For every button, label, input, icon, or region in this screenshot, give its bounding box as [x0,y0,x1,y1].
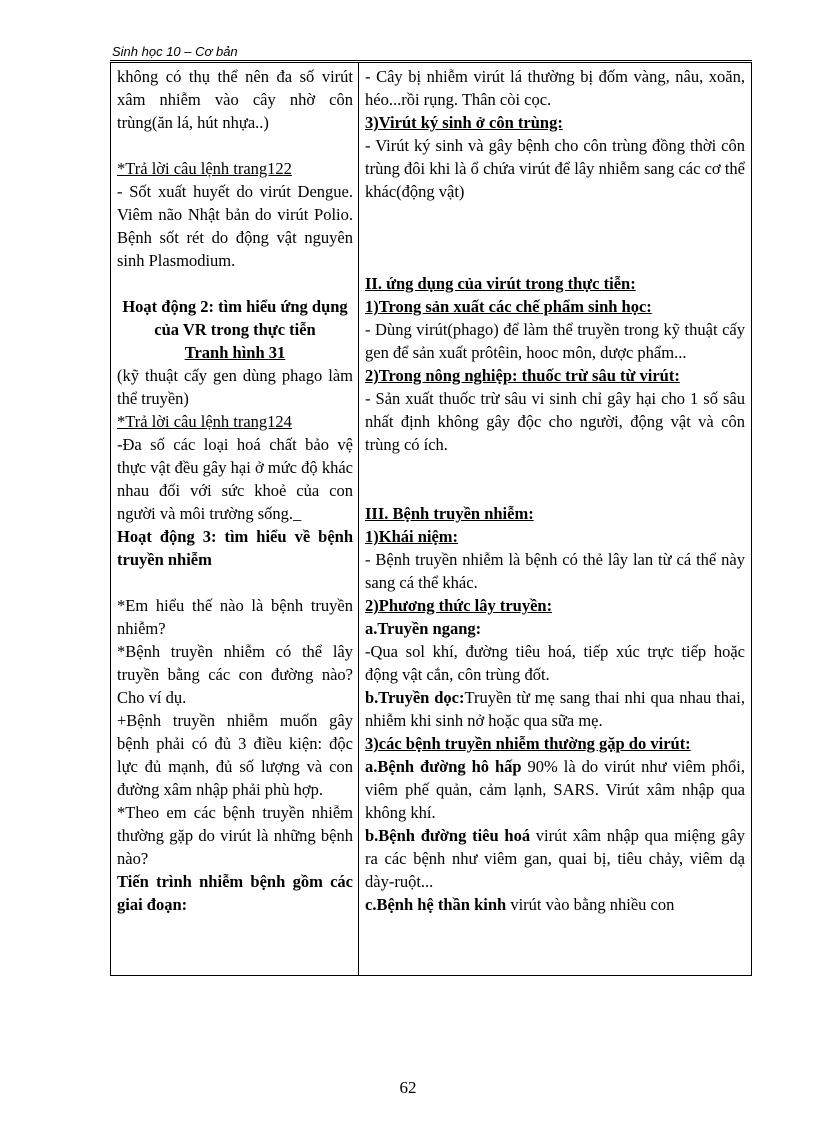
left-text: *Trả lời câu lệnh trang124 [117,412,292,431]
right-text: - Bệnh truyền nhiễm là bệnh có thẻ lây lan từ cá thể này sang cá thể khác. [365,550,745,592]
running-header: Sinh học 10 – Cơ bản [112,44,238,59]
activity-heading: Hoạt động 2: tìm hiểu ứng dụng của VR trong thực tiễn [122,297,348,339]
header-rule [110,60,752,61]
term: a.Bệnh đường hô hấp [365,757,522,776]
left-text: - Sốt xuất huyết do virút Dengue. Viêm não Nhật bản do virút Polio. Bệnh sốt rét do động vật nguyên sinh Plasmodium. [117,182,353,270]
term-text: 90% là do virút như viêm phổi, viêm phế quản, cảm lạnh, SARS. Virút xâm nhập qua không khí. [365,757,745,822]
right-text: - Sản xuất thuốc trừ sâu vi sinh chỉ gây hại cho 1 số sâu nhất định không gây độc cho người, động vật và côn trùng có ích. [365,389,745,454]
left-text: *Theo em các bệnh truyền nhiễm thường gặp do virút là những bệnh nào? [117,803,353,868]
page-number: 62 [399,1078,417,1097]
section-heading: 2)Trong nông nghiệp: thuốc trừ sâu từ virút: [365,366,680,385]
right-text [365,893,745,916]
right-text [365,686,745,732]
right-text: -Qua sol khí, đường tiêu hoá, tiếp xúc trực tiếp hoặc động vật cắn, côn trùng đốt. [365,642,745,684]
left-text: Tiến trình nhiễm bệnh gồm các giai đoạn: [117,872,353,914]
section-heading: III. Bệnh truyền nhiễm: [365,504,534,523]
term: b.Truyền dọc: [365,688,465,707]
left-text: +Bệnh truyền nhiễm muốn gây bệnh phải có đủ 3 điều kiện: độc lực đủ mạnh, đủ số lượng và con đường xâm nhập phải phù hợp. [117,711,353,799]
section-heading: 1)Khái niệm: [365,527,459,546]
left-text: (kỹ thuật cấy gen dùng phago làm thể truyền) [117,366,353,408]
left-text: *Bệnh truyền nhiễm có thể lây truyền bằng các con đường nào? Cho ví dụ. [117,642,353,707]
section-heading: 2)Phương thức lây truyền: [365,596,553,615]
right-text: - Cây bị nhiễm virút lá thường bị đốm vàng, nâu, xoăn, héo...rồi rụng. Thân còi cọc. [365,67,745,109]
left-text: -Đa số các loại hoá chất bảo vệ thực vật đều gây hại ở mức độ khác nhau đối với sức khoẻ của con người và môi trường sống._ [117,435,353,523]
section-heading: a.Truyền ngang: [365,619,482,638]
term-text: Truyền từ mẹ sang thai nhi qua nhau thai, nhiễm khi sinh nở hoặc qua sữa mẹ. [365,688,745,730]
activity-heading: Tranh hình 31 [184,343,286,362]
lesson-content-column [359,63,751,975]
lesson-table [110,62,752,976]
teacher-student-activity-column [111,63,359,975]
right-text: - Virút ký sinh và gây bệnh cho côn trùng đồng thời côn trùng đôi khi là ổ chứa virút để lây nhiễm sang các cơ thể khác(động vật) [365,136,745,201]
section-heading: 1)Trong sản xuất các chế phẩm sinh học: [365,297,652,316]
left-text: *Trả lời câu lệnh trang122 [117,159,292,178]
left-text: *Em hiểu thế nào là bệnh truyền nhiễm? [117,596,353,638]
term: b.Bệnh đường tiêu hoá [365,826,531,845]
term: c.Bệnh hệ thần kinh [365,895,507,914]
term-text: virút vào bằng nhiều con [506,895,675,914]
section-heading: 3)Virút ký sinh ở côn trùng: [365,113,563,132]
right-text [365,755,745,824]
left-text: không có thụ thể nên đa số virút xâm nhiễm vào cây nhờ côn trùng(ăn lá, hút nhựa..) [117,67,353,132]
section-heading: II. ứng dụng của virút trong thực tiễn: [365,274,636,293]
activity-heading: Hoạt động 3: tìm hiểu về bệnh truyền nhiễm [117,527,353,569]
term-text: virút xâm nhập qua miệng gây ra các bệnh như viêm gan, quai bị, tiêu chảy, viêm dạ dày-ruột... [365,826,745,891]
right-text: - Dùng virút(phago) để làm thể truyền trong kỹ thuật cấy gen để sản xuất prôtêin, hooc môn, dược phẩm... [365,320,745,362]
section-heading: 3)các bệnh truyền nhiễm thường gặp do virút: [365,734,691,753]
right-text [365,824,745,893]
